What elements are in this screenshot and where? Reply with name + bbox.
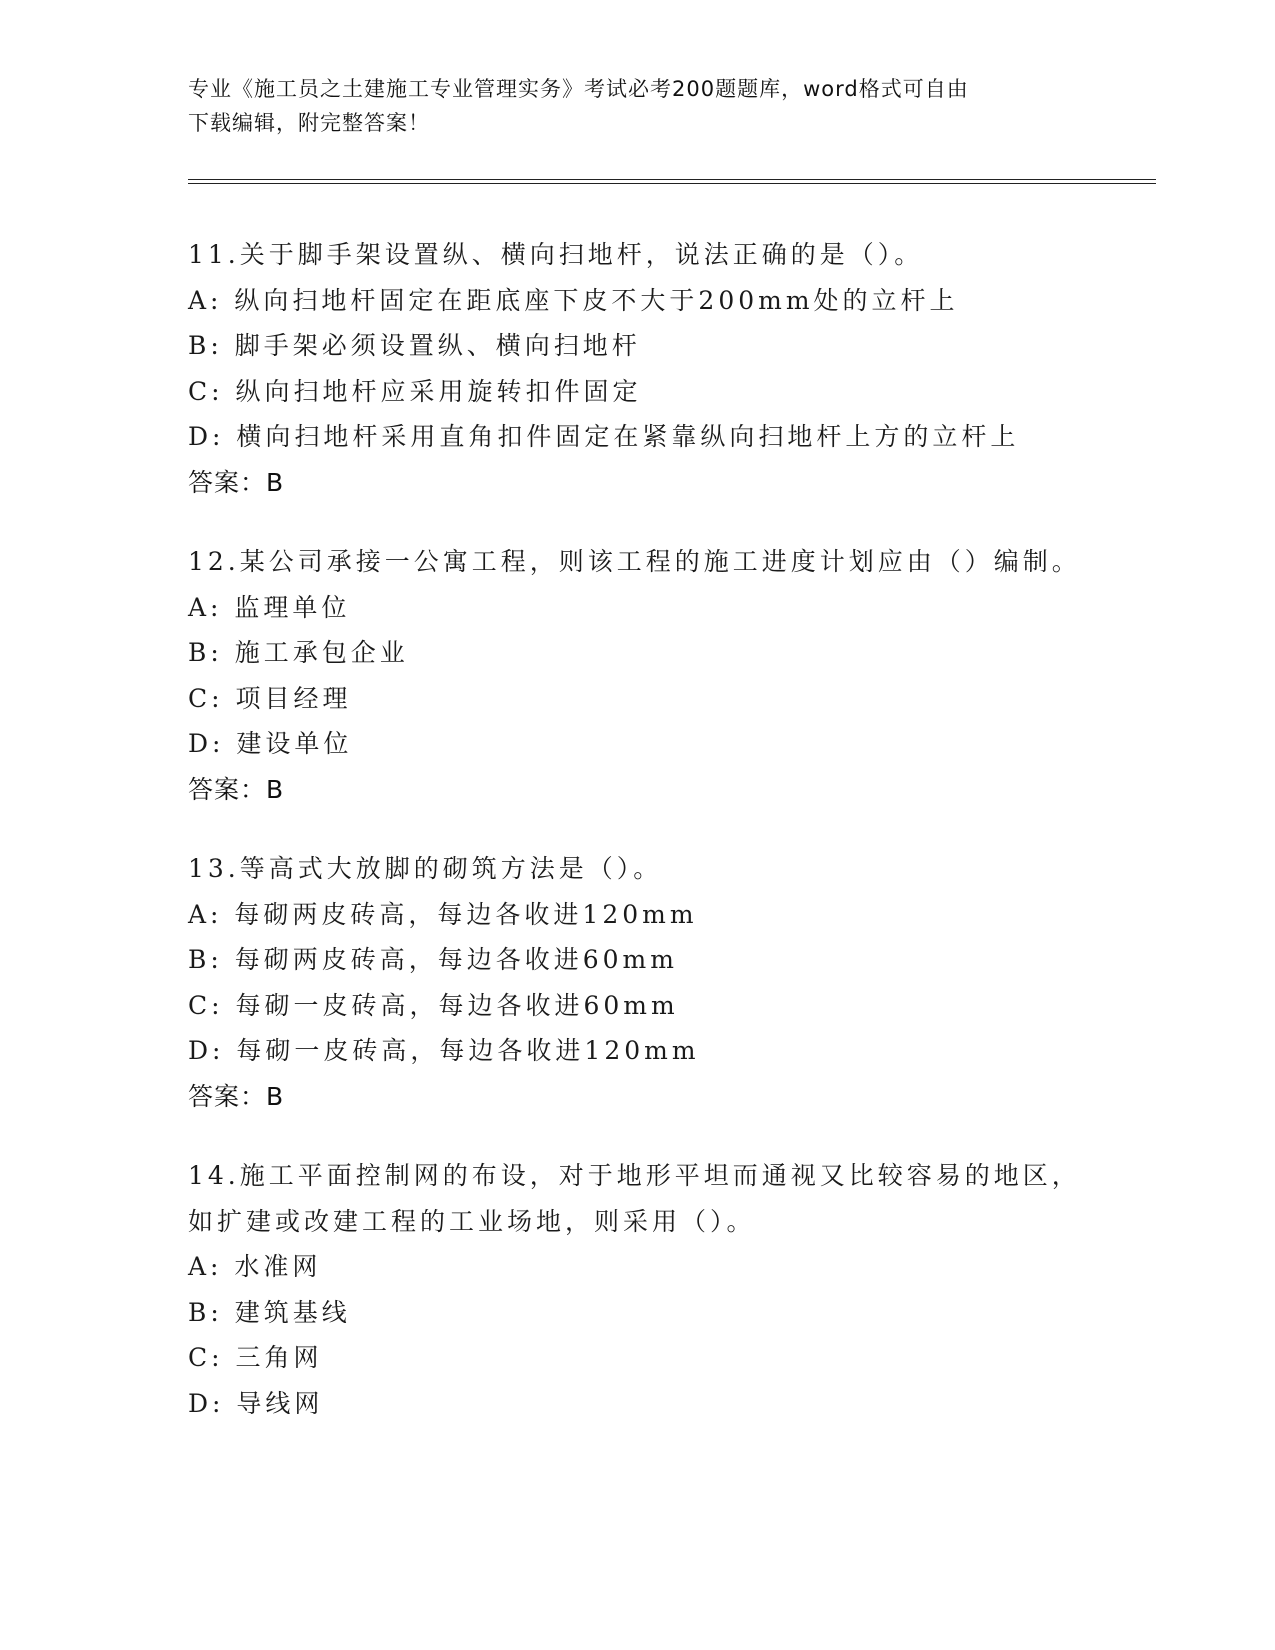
option-d: D: 建设单位	[188, 729, 353, 758]
option-a: A: 纵向扫地杆固定在距底座下皮不大于200mm处的立杆上	[188, 285, 959, 315]
option-a: A: 监理单位	[188, 592, 351, 622]
option-c: C: 纵向扫地杆应采用旋转扣件固定	[188, 376, 642, 406]
option-b: B: 脚手架必须设置纵、横向扫地杆	[188, 331, 641, 360]
header-line-2: 下载编辑，附完整答案！	[188, 111, 430, 135]
question-11	[188, 232, 1148, 505]
header-divider-top	[188, 179, 1156, 180]
option-b: B: 建筑基线	[188, 1297, 351, 1327]
question-12	[188, 539, 1148, 812]
option-a: A: 每砌两皮砖高，每边各收进120mm	[188, 899, 698, 929]
option-a: A: 水准网	[188, 1252, 322, 1281]
answer-label: 答案：B	[188, 1081, 285, 1111]
question-stem-line-2: 如扩建或改建工程的工业场地，则采用（）。	[188, 1206, 756, 1236]
option-c: C: 三角网	[188, 1343, 323, 1372]
option-b: B: 施工承包企业	[188, 638, 409, 667]
question-14	[188, 1153, 1148, 1426]
option-d: D: 导线网	[188, 1388, 324, 1418]
question-stem: 12.某公司承接一公寓工程，则该工程的施工进度计划应由（）编制。	[188, 547, 1081, 576]
answer-label: 答案：B	[188, 467, 285, 497]
header-line-1: 专业《施工员之土建施工专业管理实务》考试必考200题题库，word格式可自由	[188, 77, 969, 101]
option-b: B: 每砌两皮砖高，每边各收进60mm	[188, 945, 678, 974]
option-c: C: 每砌一皮砖高，每边各收进60mm	[188, 990, 679, 1020]
option-d: D: 横向扫地杆采用直角扣件固定在紧靠纵向扫地杆上方的立杆上	[188, 422, 1020, 451]
question-stem: 11.关于脚手架设置纵、横向扫地杆，说法正确的是（）。	[188, 240, 924, 269]
option-c: C: 项目经理	[188, 683, 352, 713]
question-stem: 13.等高式大放脚的砌筑方法是（）。	[188, 854, 663, 883]
document-header	[188, 72, 1068, 140]
header-divider-bottom	[188, 183, 1156, 184]
question-list	[188, 232, 1148, 1460]
option-d: D: 每砌一皮砖高，每边各收进120mm	[188, 1036, 700, 1065]
question-13	[188, 846, 1148, 1119]
question-stem-line-1: 14.施工平面控制网的布设，对于地形平坦而通视又比较容易的地区，	[188, 1161, 1081, 1190]
answer-label: 答案：B	[188, 774, 285, 804]
